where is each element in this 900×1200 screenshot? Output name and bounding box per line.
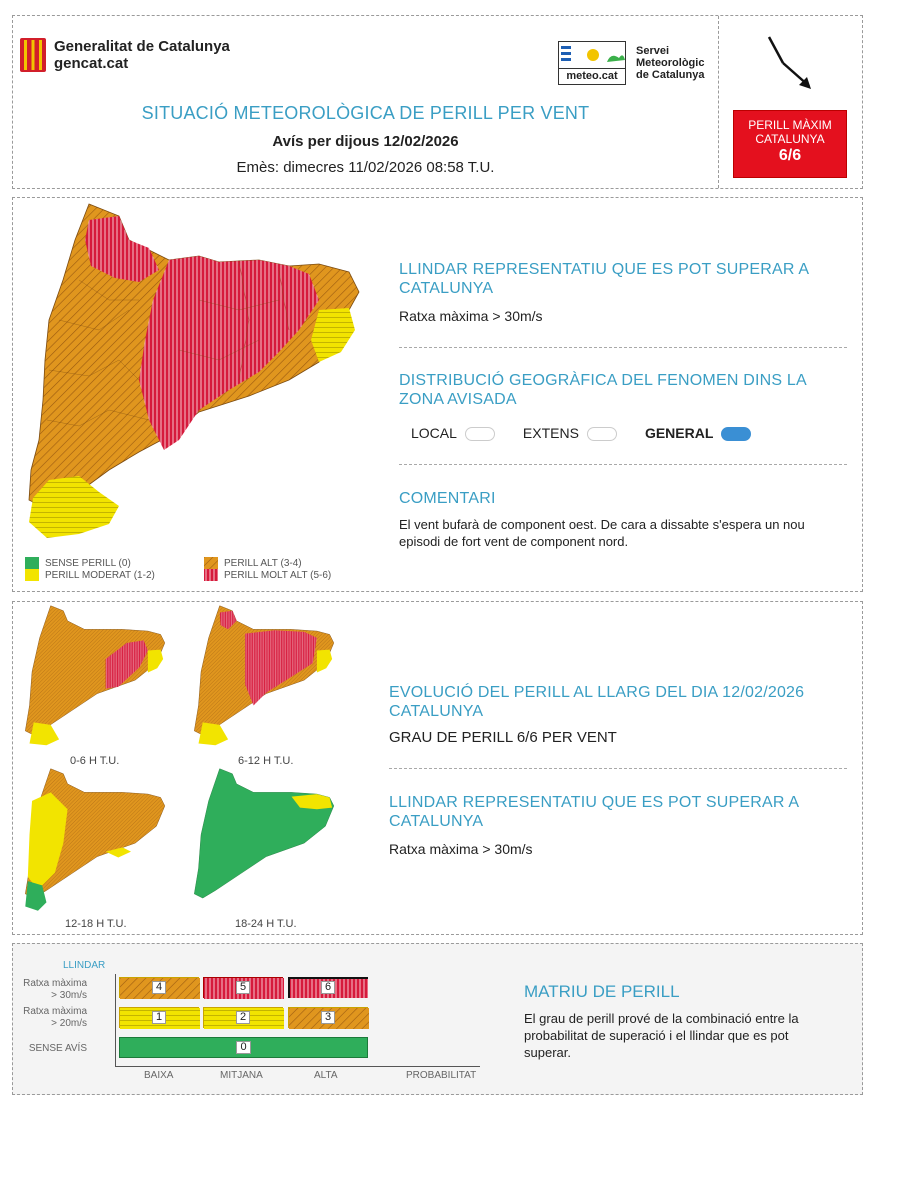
legend-swatch-1 bbox=[25, 569, 39, 581]
matrix-cell-1: 1 bbox=[119, 1007, 199, 1028]
matrix-x-label-1: MITJANA bbox=[220, 1070, 263, 1081]
threshold-title: LLINDAR REPRESENTATIU QUE ES POT SUPERAR A CATALUNYA bbox=[399, 261, 809, 297]
main-panel bbox=[12, 197, 863, 592]
matrix-y-axis bbox=[115, 974, 116, 1066]
legend-label-0: SENSE PERILL (0) bbox=[45, 557, 131, 569]
danger-grade: GRAU DE PERILL 6/6 PER VENT bbox=[389, 729, 617, 746]
smc-name-line2: Meteorològic bbox=[636, 57, 705, 69]
matrix-x-title: PROBABILITAT bbox=[406, 1070, 477, 1081]
matrix-cell-2: 2 bbox=[203, 1007, 283, 1028]
map-label-3: 18-24 H T.U. bbox=[235, 918, 297, 930]
legend-label-1: PERILL MODERAT (1-2) bbox=[45, 569, 155, 581]
distribution-general bbox=[645, 425, 751, 441]
legend-item-3 bbox=[204, 569, 331, 581]
legend-swatch-3 bbox=[204, 569, 218, 581]
distribution-local-label: LOCAL bbox=[411, 425, 457, 441]
matrix-cell-6: 6 bbox=[288, 977, 368, 998]
map-region-moderate-1 bbox=[311, 308, 355, 362]
distribution-extens-label: EXTENS bbox=[522, 425, 579, 441]
divider-1 bbox=[399, 347, 847, 348]
catalonia-main-map bbox=[19, 200, 364, 550]
wind-arrow-icon bbox=[761, 31, 821, 95]
divider-3 bbox=[389, 768, 847, 769]
matrix-cell-0: 0 bbox=[119, 1037, 368, 1058]
matrix-x-axis bbox=[115, 1066, 480, 1067]
header-panel bbox=[12, 15, 863, 189]
map-6-12 bbox=[188, 604, 338, 752]
evolution-title: EVOLUCIÓ DEL PERILL AL LLARG DEL DIA 12/02/2026 CATALUNYA bbox=[389, 684, 805, 720]
matrix-x-label-0: BAIXA bbox=[144, 1070, 174, 1081]
max-badge-line2: CATALUNYA bbox=[755, 132, 825, 146]
legend-swatch-0 bbox=[25, 557, 39, 569]
threshold-value: Ratxa màxima > 30m/s bbox=[399, 308, 543, 324]
gencat-name: Generalitat de Catalunya bbox=[54, 38, 230, 55]
distribution-local-toggle bbox=[465, 427, 495, 441]
matrix-cell-5: 5 bbox=[203, 977, 283, 998]
map-18-24 bbox=[188, 767, 338, 915]
map-label-0: 0-6 H T.U. bbox=[70, 755, 120, 767]
legend-item-2 bbox=[204, 557, 302, 569]
matrix-row-label-2: SENSE AVÍS bbox=[28, 1043, 87, 1054]
distribution-local bbox=[411, 425, 495, 441]
legend-swatch-2 bbox=[204, 557, 218, 569]
distribution-title: DISTRIBUCIÓ GEOGRÀFICA DEL FENOMEN DINS LA ZONA AVISADA bbox=[399, 372, 806, 408]
meteocat-label: meteo.cat bbox=[559, 68, 625, 84]
forecast-day: Avís per dijous 12/02/2026 bbox=[272, 133, 459, 150]
map-label-2: 12-18 H T.U. bbox=[65, 918, 127, 930]
matrix-row-label-1: Ratxa màxima > 20m/s bbox=[23, 1006, 87, 1029]
divider-2 bbox=[399, 464, 847, 465]
legend-label-2: PERILL ALT (3-4) bbox=[224, 557, 302, 569]
smc-name-line3: de Catalunya bbox=[636, 69, 705, 81]
matrix-y-title: LLINDAR bbox=[63, 960, 106, 971]
matrix-title: MATRIU DE PERILL bbox=[524, 982, 680, 1001]
distribution-options bbox=[411, 425, 751, 441]
legend-label-3: PERILL MOLT ALT (5-6) bbox=[224, 569, 332, 581]
legend-item-1 bbox=[25, 569, 155, 581]
meteocat-logo bbox=[558, 41, 704, 85]
max-danger-badge bbox=[733, 110, 847, 178]
distribution-extens-toggle bbox=[587, 427, 617, 441]
matrix-cell-4: 4 bbox=[119, 977, 199, 998]
gencat-logo bbox=[20, 38, 230, 72]
meteocat-weather-icon bbox=[559, 42, 625, 70]
map-label-1: 6-12 H T.U. bbox=[238, 755, 294, 767]
matrix-text: El grau de perill prové de la combinació entre la probabilitat de superació i el llindar que es pot superar. bbox=[524, 1011, 799, 1060]
evolution-threshold-value: Ratxa màxima > 30m/s bbox=[389, 841, 533, 857]
issued-time: Emès: dimecres 11/02/2026 08:58 T.U. bbox=[236, 159, 495, 176]
legend-item-0 bbox=[25, 557, 131, 569]
map-0-6 bbox=[19, 604, 169, 752]
gencat-shield-icon bbox=[20, 38, 46, 72]
matrix-row-label-0: Ratxa màxima > 30m/s bbox=[23, 978, 87, 1001]
matrix-cell-3: 3 bbox=[288, 1007, 368, 1028]
comment-text: El vent bufarà de component oest. De cara a dissabte s'espera un nou episodi de fort vent de component nord. bbox=[399, 517, 805, 549]
page-title: SITUACIÓ METEOROLÒGICA DE PERILL PER VENT bbox=[141, 103, 590, 123]
matrix-x-label-2: ALTA bbox=[314, 1070, 338, 1081]
distribution-extens bbox=[523, 425, 617, 441]
distribution-general-toggle bbox=[721, 427, 751, 441]
gencat-url: gencat.cat bbox=[54, 55, 129, 72]
max-badge-value: 6/6 bbox=[778, 147, 802, 164]
matrix-panel bbox=[12, 943, 863, 1095]
map-12-18 bbox=[19, 767, 169, 915]
header-divider bbox=[718, 16, 719, 188]
max-badge-line1: PERILL MÀXIM bbox=[748, 118, 832, 132]
evolution-threshold-title: LLINDAR REPRESENTATIU QUE ES POT SUPERAR A CATALUNYA bbox=[389, 794, 799, 830]
evolution-panel bbox=[12, 601, 863, 935]
smc-name-line1: Servei bbox=[636, 45, 670, 57]
comment-title: COMENTARI bbox=[399, 490, 496, 507]
distribution-general-label: GENERAL bbox=[644, 425, 714, 441]
